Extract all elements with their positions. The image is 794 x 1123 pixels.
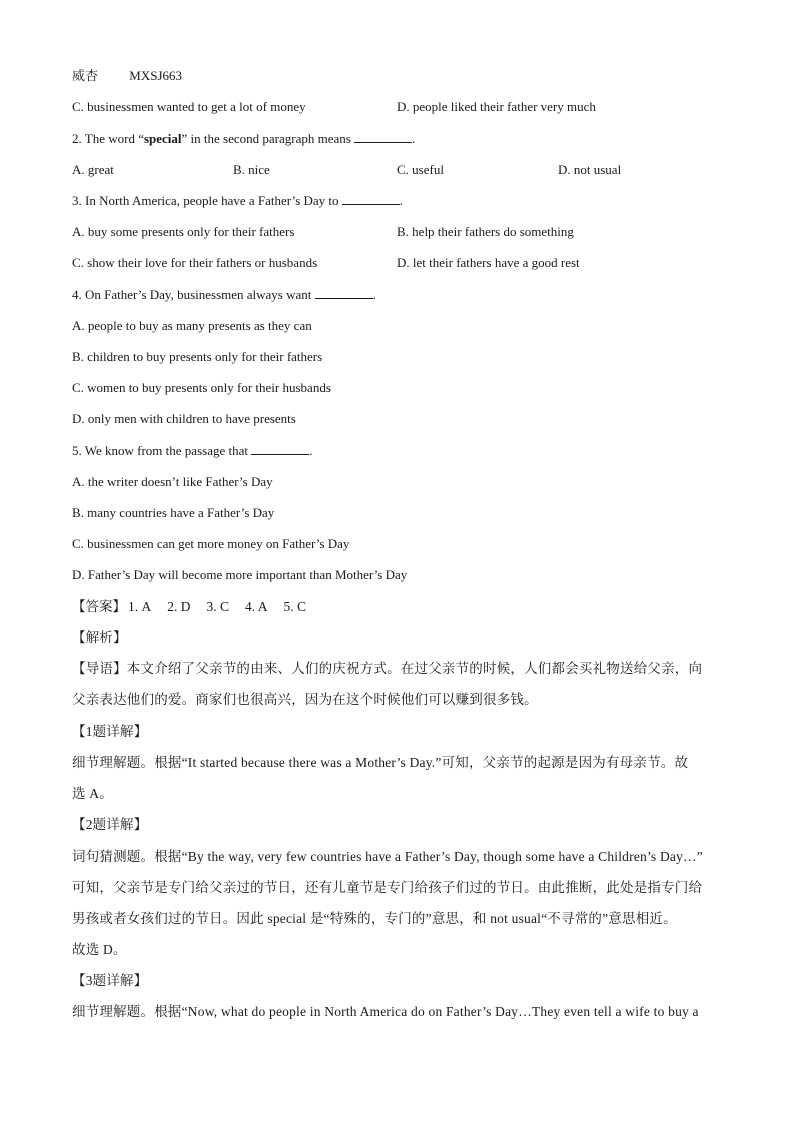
q5-option-b: B. many countries have a Father’s Day (72, 505, 275, 520)
q2-option-d: D. not usual (558, 162, 622, 177)
detail-3-heading: 【3题详解】 (72, 973, 148, 988)
detail-3-line-1: 细节理解题。根据“Now, what do people in North America do on Father’s Day…They even tell a wife to buy a (72, 1004, 699, 1019)
q3-option-c: C. show their love for their fathers or husbands (72, 255, 318, 270)
analysis-label: 【解析】 (72, 630, 127, 645)
q4-option-a: A. people to buy as many presents as they can (72, 318, 312, 333)
answer-label: 【答案】 (72, 599, 126, 614)
q5-stem: 5. We know from the passage that . (72, 443, 313, 458)
detail-2-heading: 【2题详解】 (72, 817, 148, 832)
detail-2-line-4: 故选 D。 (72, 942, 127, 957)
header-author: 威杏 (72, 68, 99, 83)
header-code: MXSJ663 (129, 68, 183, 83)
header-line (72, 68, 182, 84)
detail-1-line-2: 选 A。 (72, 786, 113, 801)
detail-2-line-3: 男孩或者女孩们过的节日。因此 special 是“特殊的，专门的”意思，和 not usual“不寻常的”意思相近。 (72, 911, 677, 926)
q5-option-a: A. the writer doesn’t like Father’s Day (72, 474, 273, 489)
q4-stem: 4. On Father’s Day, businessmen always want . (72, 287, 376, 302)
q3-option-d: D. let their fathers have a good rest (397, 255, 580, 270)
detail-2-line-1: 词句猜测题。根据“By the way, very few countries have a Father’s Day, though some have a Children’s Day…” (72, 849, 703, 864)
q5-option-c: C. businessmen can get more money on Father’s Day (72, 536, 350, 551)
q1-option-d: D. people liked their father very much (397, 99, 596, 114)
q4-option-d: D. only men with children to have presents (72, 411, 296, 426)
q4-option-b: B. children to buy presents only for their fathers (72, 349, 323, 364)
detail-2-line-2: 可知，父亲节是专门给父亲过的节日，还有儿童节是专门给孩子们过的节日。由此推断，此处是指专门给 (72, 880, 703, 895)
detail-1-heading: 【1题详解】 (72, 724, 148, 739)
q3-option-b: B. help their fathers do something (397, 224, 574, 239)
answer-key: 【答案】 1. A 2. D 3. C 4. A 5. C (72, 599, 307, 614)
detail-1-line-1: 细节理解题。根据“It started because there was a Mother’s Day.”可知，父亲节的起源是因为有母亲节。故 (72, 755, 689, 770)
guide-line-1: 【导语】本文介绍了父亲节的由来、人们的庆祝方式。在过父亲节的时候，人们都会买礼物送给父亲，向 (72, 661, 703, 676)
q2-option-a: A. great (72, 162, 114, 177)
q3-option-a: A. buy some presents only for their fathers (72, 224, 295, 239)
q4-option-c: C. women to buy presents only for their husbands (72, 380, 331, 395)
q2-option-b: B. nice (233, 162, 270, 177)
q2-stem: 2. The word “special” in the second paragraph means . (72, 131, 416, 146)
q1-option-c: C. businessmen wanted to get a lot of money (72, 99, 306, 114)
q3-stem: 3. In North America, people have a Father’s Day to . (72, 193, 404, 208)
q2-option-c: C. useful (397, 162, 444, 177)
guide-line-2: 父亲表达他们的爱。商家们也很高兴，因为在这个时候他们可以赚到很多钱。 (72, 692, 538, 707)
q5-option-d: D. Father’s Day will become more important than Mother’s Day (72, 567, 408, 582)
